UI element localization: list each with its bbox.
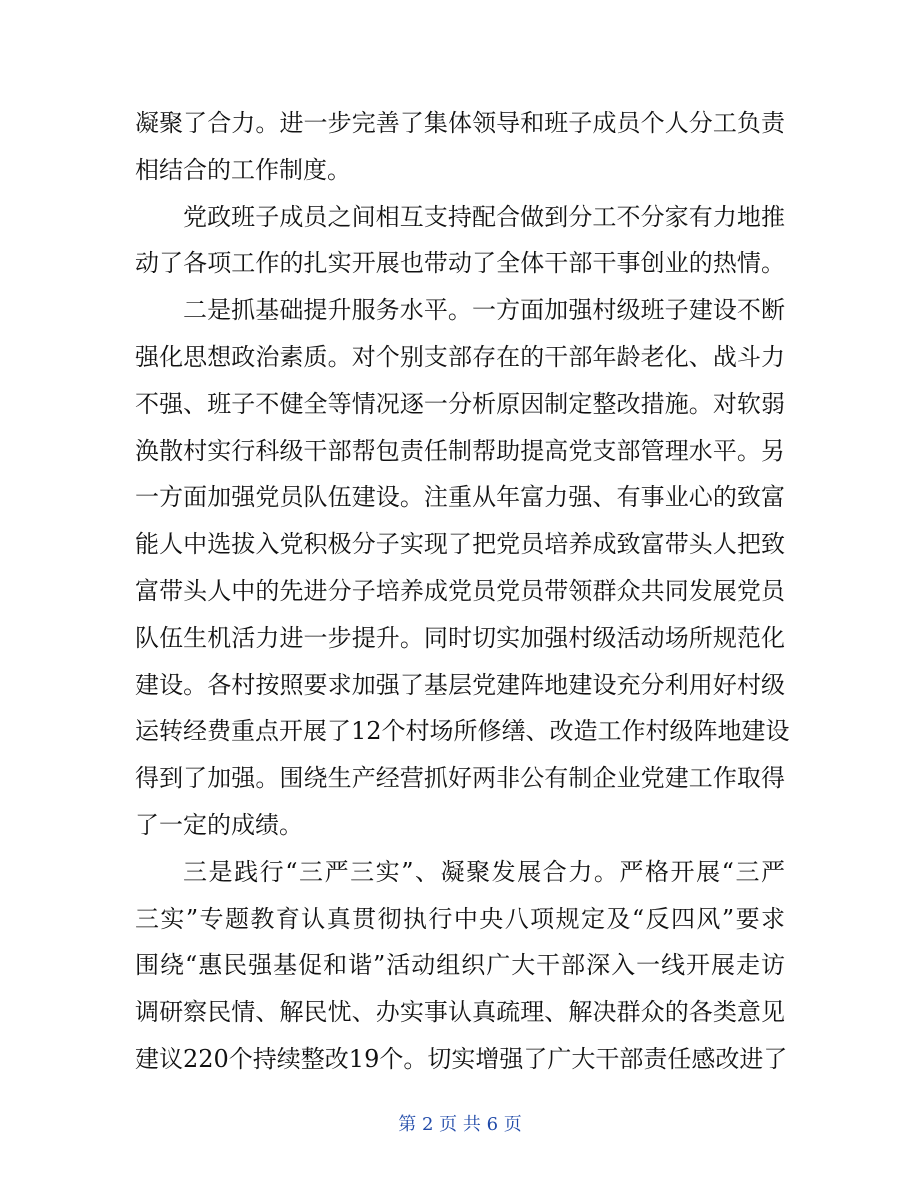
document-body <box>135 100 790 1083</box>
page-footer <box>0 1110 920 1136</box>
text-line: 一方面加强党员队伍建设。注重从年富力强、有事业心的致富 <box>135 483 785 512</box>
text-line: 得到了加强。围绕生产经营抓好两非公有制企业党建工作取得 <box>135 764 785 793</box>
text-line: 强化思想政治素质。对个别支部存在的干部年龄老化、战斗力 <box>135 342 785 371</box>
text-line: 富带头人中的先进分子培养成党员党员带领群众共同发展党员 <box>135 576 785 605</box>
text-line: 凝聚了合力。进一步完善了集体领导和班子成员个人分工负责 <box>135 109 785 137</box>
text-line: 动了各项工作的扎实开展也带动了全体干部干事创业的热情。 <box>135 249 785 278</box>
text-line: 围绕“惠民强基促和谐”活动组织广大干部深入一线开展走访 <box>135 951 785 980</box>
text-line: 涣散村实行科级干部帮包责任制帮助提高党支部管理水平。另 <box>135 436 785 465</box>
text-line: 调研察民情、解民忧、办实事认真疏理、解决群众的各类意见 <box>135 998 785 1027</box>
text-line: 二是抓基础提升服务水平。一方面加强村级班子建设不断 <box>183 296 785 325</box>
text-line: 建设。各村按照要求加强了基层党建阵地建设充分利用好村级 <box>135 670 785 699</box>
text-line: 三是践行“三严三实”、凝聚发展合力。严格开展“三严 <box>183 857 785 886</box>
text-line: 建议220个持续整改19个。切实增强了广大干部责任感改进了 <box>135 1044 788 1073</box>
text-line: 三实”专题教育认真贯彻执行中央八项规定及“反四风”要求 <box>135 904 785 933</box>
text-line: 能人中选拔入党积极分子实现了把党员培养成致富带头人把致 <box>135 530 785 559</box>
text-line: 队伍生机活力进一步提升。同时切实加强村级活动场所规范化 <box>135 623 785 652</box>
page-number-label: 第 2 页 共 6 页 <box>398 1114 522 1135</box>
text-line: 党政班子成员之间相互支持配合做到分工不分家有力地推 <box>183 202 785 231</box>
text-line: 相结合的工作制度。 <box>135 155 351 184</box>
text-line: 运转经费重点开展了12个村场所修缮、改造工作村级阵地建设 <box>135 717 790 746</box>
text-line: 了一定的成绩。 <box>135 810 303 839</box>
text-line: 不强、班子不健全等情况逐一分析原因制定整改措施。对软弱 <box>135 389 785 418</box>
